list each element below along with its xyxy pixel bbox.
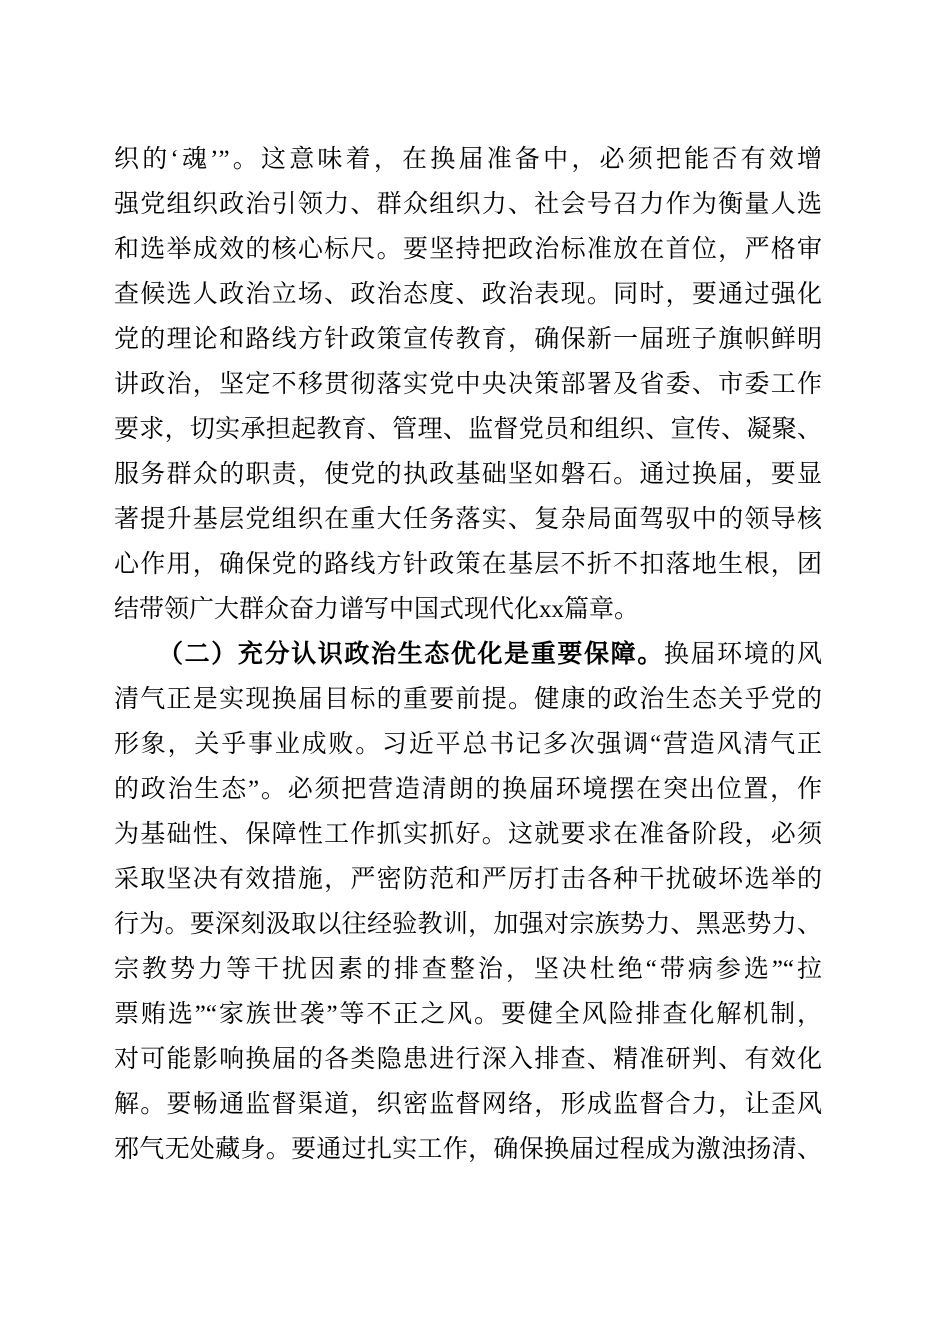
text-line: 为基础性、保障性工作抓实抓好。这就要求在准备阶段，必须 [114,821,822,848]
text-line: 和选举成效的核心标尺。要坚持把政治标准放在首位，严格审 [114,236,822,263]
paragraph-2-first-line-rest: 换届环境的风 [663,641,822,668]
text-line: 服务群众的职责，使党的执政基础坚如磐石。通过换届，要显 [114,461,822,488]
text-line [114,632,822,677]
text-line: 要求，切实承担起教育、管理、监督党员和组织、宣传、凝聚、 [114,416,822,443]
text-line: 清气正是实现换届目标的重要前提。健康的政治生态关乎党的 [114,686,822,713]
text-line: 票贿选”“家族世袭”等不正之风。要健全风险排查化解机制， [114,1001,822,1028]
text-line: 邪气无处藏身。要通过扎实工作，确保换届过程成为激浊扬清、 [114,1136,822,1163]
document-text-block [114,137,822,1172]
text-line: 讲政治，坚定不移贯彻落实党中央决策部署及省委、市委工作 [114,371,822,398]
paragraph-1-justified-lines [114,137,822,587]
text-line: 对可能影响换届的各类隐患进行深入排查、精准研判、有效化 [114,1046,822,1073]
text-line: 心作用，确保党的路线方针政策在基层不折不扣落地生根，团 [114,551,822,578]
text-line: 采取坚决有效措施，严密防范和严厉打击各种干扰破坏选举的 [114,866,822,893]
paragraph-2-justified-lines [114,677,822,1172]
text-line: 结带领广大群众奋力谱写中国式现代化xx篇章。 [114,596,640,623]
text-line: 织的‘魂’”。这意味着，在换届准备中，必须把能否有效增 [114,146,822,173]
paragraph-2-bold-lead: （二）充分认识政治生态优化是重要保障。 [158,641,664,668]
text-line: 强党组织政治引领力、群众组织力、社会号召力作为衡量人选 [114,191,822,218]
text-line: 著提升基层党组织在重大任务落实、复杂局面驾驭中的领导核 [114,506,822,533]
text-line: 的政治生态”。必须把营造清朗的换届环境摆在突出位置，作 [114,776,822,803]
paragraph-1 [114,137,822,632]
text-line: 解。要畅通监督渠道，织密监督网络，形成监督合力，让歪风 [114,1091,822,1118]
text-line: 形象，关乎事业成败。习近平总书记多次强调“营造风清气正 [114,731,822,758]
text-line: 行为。要深刻汲取以往经验教训，加强对宗族势力、黑恶势力、 [114,911,822,938]
text-line: 党的理论和路线方针政策宣传教育，确保新一届班子旗帜鲜明 [114,326,822,353]
text-line: 查候选人政治立场、政治态度、政治表现。同时，要通过强化 [114,281,822,308]
text-line: 宗教势力等干扰因素的排查整治，坚决杜绝“带病参选”“拉 [114,956,822,983]
paragraph-2 [114,632,822,1172]
